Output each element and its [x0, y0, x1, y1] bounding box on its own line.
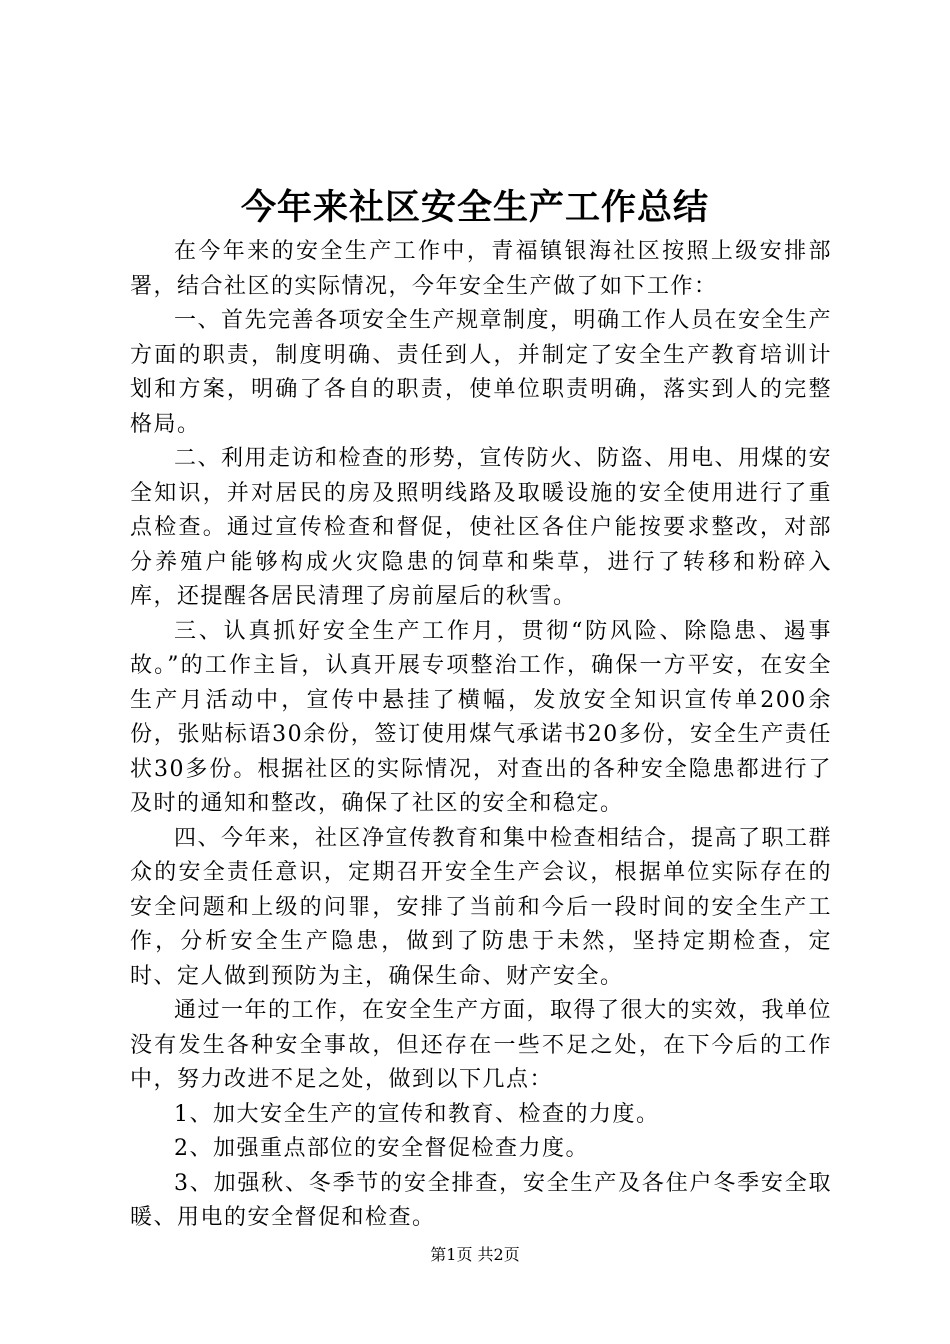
paragraph-summary: 通过一年的工作，在安全生产方面，取得了很大的实效，我单位没有发生各种安全事故，但还存在一些不足之处，在下今后的工作中，努力改进不足之处，做到以下几点：	[130, 998, 833, 1092]
paragraph-section-1: 一、首先完善各项安全生产规章制度，明确工作人员在安全生产方面的职责，制度明确、责任到人，并制定了安全生产教育培训计划和方案，明确了各自的职责，使单位职责明确，落实到人的完整格局。	[130, 308, 833, 437]
list-item-2: 2、加强重点部位的安全督促检查力度。	[174, 1136, 589, 1161]
list-item-3: 3、加强秋、冬季节的安全排查，安全生产及各住户冬季安全取暖、用电的安全督促和检查。	[130, 1170, 832, 1230]
paragraph-section-2: 二、利用走访和检查的形势，宣传防火、防盗、用电、用煤的安全知识，并对居民的房及照明线路及取暖设施的安全使用进行了重点检查。通过宣传检查和督促，使社区各住户能按要求整改，对部分养殖户能够构成火灾隐患的饲草和柴草，进行了转移和粉碎入库，还提醒各居民清理了房前屋后的秋雪。	[130, 446, 833, 609]
paragraph-section-4: 四、今年来，社区净宣传教育和集中检查相结合，提高了职工群众的安全责任意识，定期召开安全生产会议，根据单位实际存在的安全问题和上级的问罪，安排了当前和今后一段时间的安全生产工作，分析安全生产隐患，做到了防患于未然，坚持定期检查，定时、定人做到预防为主，确保生命、财产安全。	[130, 825, 833, 989]
document-body	[130, 235, 832, 1236]
page-footer: 第1页 共2页	[430, 1245, 520, 1264]
list-item-1: 1、加大安全生产的宣传和教育、检查的力度。	[174, 1101, 660, 1127]
paragraph-intro: 在今年来的安全生产工作中，青福镇银海社区按照上级安排部署，结合社区的实际情况，今年安全生产做了如下工作：	[130, 239, 832, 299]
paragraph-section-3: 三、认真抓好安全生产工作月，贯彻“防风险、除隐患、遏事故。”的工作主旨，认真开展专项整治工作，确保一方平安，在安全生产月活动中，宣传中悬挂了横幅，发放安全知识宣传单200余份，张贴标语30余份，签订使用煤气承诺书20多份，安全生产责任状30多份。根据社区的实际情况，对查出的各种安全隐患都进行了及时的通知和整改，确保了社区的安全和稳定。	[130, 618, 832, 816]
document-title: 今年来社区安全生产工作总结	[240, 187, 709, 228]
